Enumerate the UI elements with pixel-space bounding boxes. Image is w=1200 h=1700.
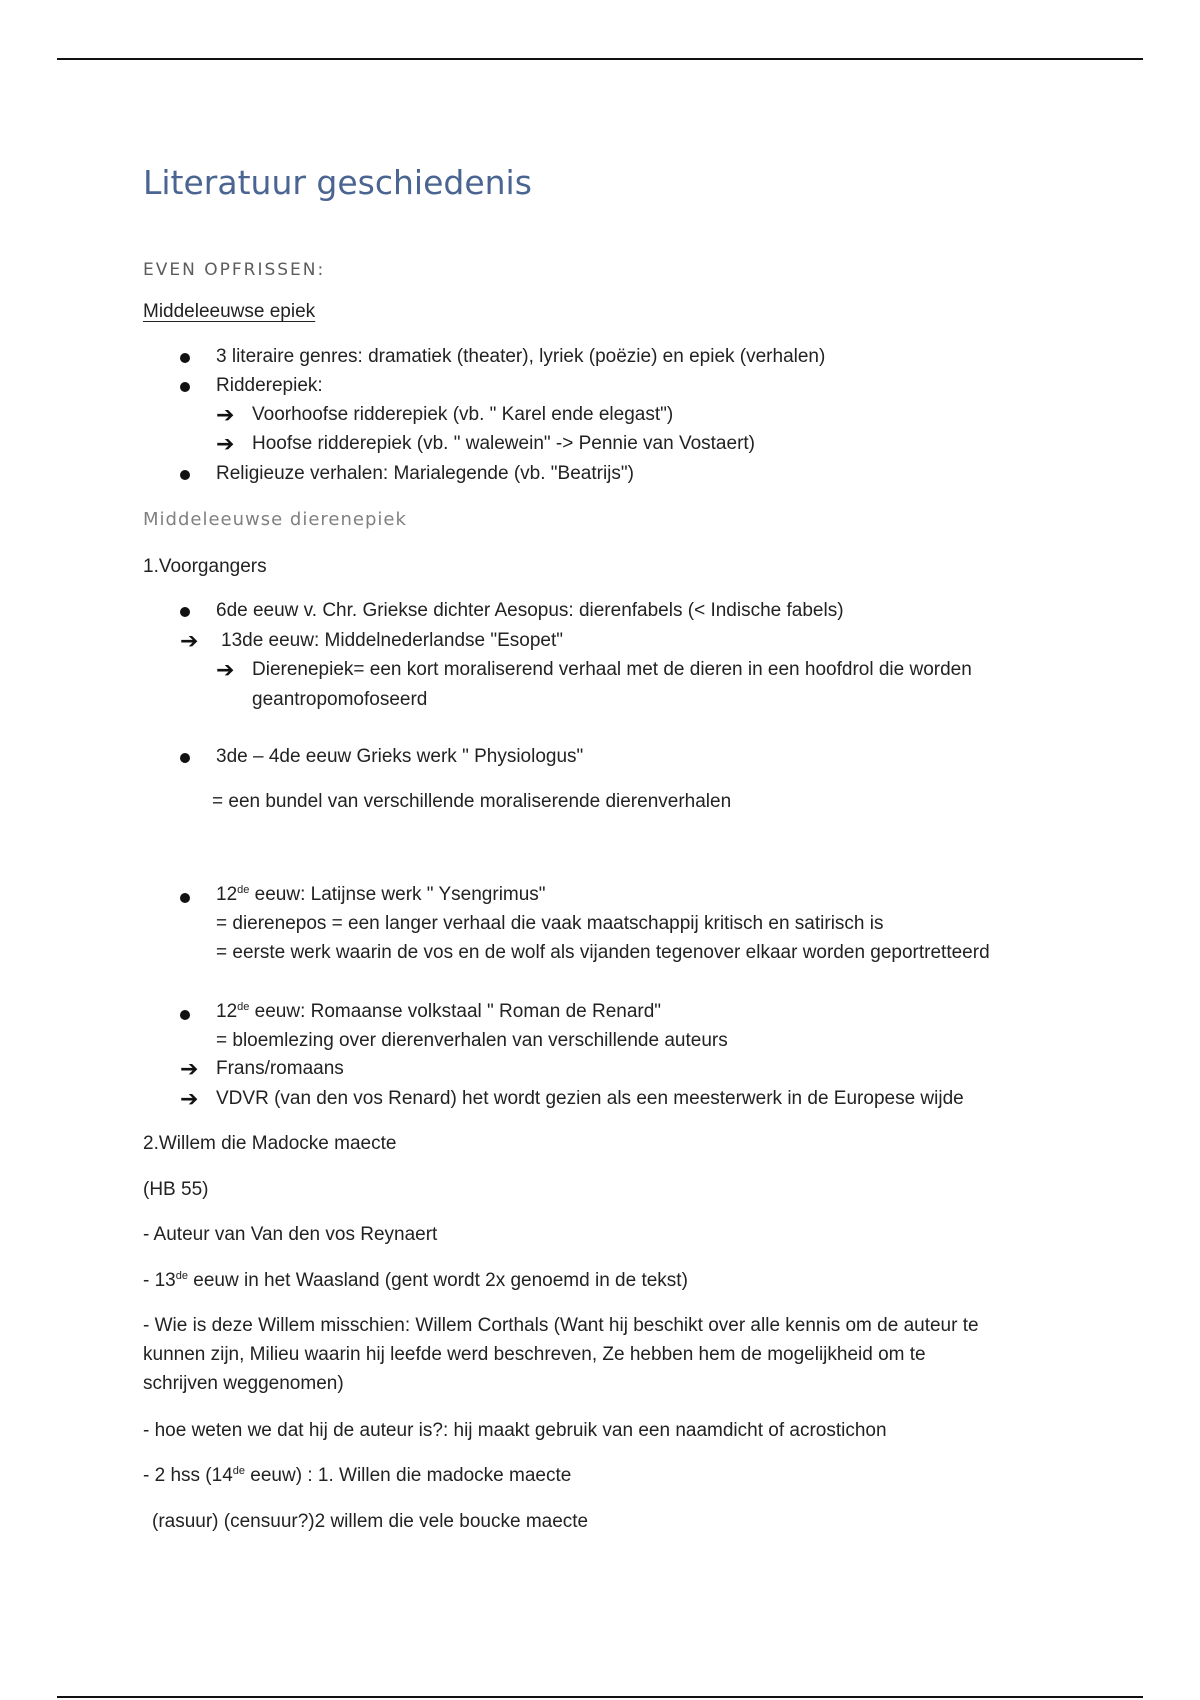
bullet-icon bbox=[180, 607, 190, 617]
list-item-ridderepiek: Ridderepiek: bbox=[216, 375, 323, 396]
list-item-religieuze: Religieuze verhalen: Marialegende (vb. "Beatrijs") bbox=[216, 463, 634, 484]
willem-wie-line2: kunnen zijn, Milieu waarin hij leefde werd beschreven, Ze hebben hem de mogelijkheid om te bbox=[143, 1344, 926, 1365]
willem-rasuur: (rasuur) (censuur?)2 willem die vele boucke maecte bbox=[152, 1511, 589, 1532]
bullet-icon bbox=[180, 353, 190, 363]
arrow-right-icon: ➔ bbox=[180, 1086, 199, 1111]
list-item-aesopus: 6de eeuw v. Chr. Griekse dichter Aesopus: dierenfabels (< Indische fabels) bbox=[216, 600, 844, 621]
bullet-icon bbox=[180, 1010, 190, 1020]
list-item-roman-de-renard: 12de eeuw: Romaanse volkstaal " Roman de Renard" bbox=[216, 1001, 662, 1022]
willem-hss: - 2 hss (14de eeuw) : 1. Willen die madocke maecte bbox=[143, 1465, 572, 1486]
arrow-right-icon: ➔ bbox=[180, 628, 199, 653]
willem-hoe: - hoe weten we dat hij de auteur is?: hij maakt gebruik van een naamdicht of acrostichon bbox=[143, 1420, 887, 1441]
list-item-hoofse: Hoofse ridderepiek (vb. " walewein" -> Pennie van Vostaert) bbox=[252, 433, 755, 454]
bullet-icon bbox=[180, 753, 190, 763]
list-item-esopet: 13de eeuw: Middelnederlandse "Esopet" bbox=[221, 630, 563, 651]
arrow-right-icon: ➔ bbox=[216, 402, 235, 427]
page-title: Literatuur geschiedenis bbox=[143, 163, 532, 202]
willem-auteur: - Auteur van Van den vos Reynaert bbox=[143, 1224, 438, 1245]
heading-middeleeuwse-epiek: Middeleeuwse epiek bbox=[143, 301, 316, 322]
list-item-definitie-line1: Dierenepiek= een kort moraliserend verhaal met de dieren in een hoofdrol die worden bbox=[252, 659, 972, 680]
heading-middeleeuwse-dierenepiek: Middeleeuwse dierenepiek bbox=[143, 509, 407, 530]
footer-rule bbox=[57, 1696, 1143, 1698]
physiologus-definitie: = een bundel van verschillende moraliserende dierenverhalen bbox=[212, 791, 732, 812]
willem-wie-line3: schrijven weggenomen) bbox=[143, 1373, 344, 1394]
list-item-vdvr: VDVR (van den vos Renard) het wordt gezien als een meesterwerk in de Europese wijde bbox=[216, 1088, 964, 1109]
list-item-ysengrimus: 12de eeuw: Latijnse werk " Ysengrimus" bbox=[216, 884, 546, 905]
arrow-right-icon: ➔ bbox=[180, 1056, 199, 1081]
list-item-physiologus: 3de – 4de eeuw Grieks werk " Physiologus" bbox=[216, 746, 584, 767]
bullet-icon bbox=[180, 470, 190, 480]
list-item-definitie-line2: geantropomofoseerd bbox=[252, 689, 428, 710]
ysengrimus-definitie-1: = dierenepos = een langer verhaal die vaak maatschappij kritisch en satirisch is bbox=[216, 913, 884, 934]
willem-hb: (HB 55) bbox=[143, 1179, 209, 1200]
bullet-icon bbox=[180, 893, 190, 903]
header-rule bbox=[57, 58, 1143, 60]
renard-definitie: = bloemlezing over dierenverhalen van verschillende auteurs bbox=[216, 1030, 728, 1051]
willem-heading: 2.Willem die Madocke maecte bbox=[143, 1133, 397, 1154]
list-item-voorhoofse: Voorhoofse ridderepiek (vb. " Karel ende elegast") bbox=[252, 404, 674, 425]
ysengrimus-definitie-2: = eerste werk waarin de vos en de wolf als vijanden tegenover elkaar worden geportretteerd bbox=[216, 942, 990, 963]
list-item-genres: 3 literaire genres: dramatiek (theater), lyriek (poëzie) en epiek (verhalen) bbox=[216, 346, 826, 367]
heading-even-opfrissen: EVEN OPFRISSEN: bbox=[143, 260, 326, 280]
list-item-frans: Frans/romaans bbox=[216, 1058, 344, 1079]
arrow-right-icon: ➔ bbox=[216, 431, 235, 456]
willem-wie-line1: - Wie is deze Willem misschien: Willem Corthals (Want hij beschikt over alle kennis om de auteur te bbox=[143, 1315, 979, 1336]
bullet-icon bbox=[180, 382, 190, 392]
voorgangers-heading: 1.Voorgangers bbox=[143, 556, 267, 577]
willem-eeuw: - 13de eeuw in het Waasland (gent wordt 2x genoemd in de tekst) bbox=[143, 1270, 688, 1291]
arrow-right-icon: ➔ bbox=[216, 657, 235, 682]
